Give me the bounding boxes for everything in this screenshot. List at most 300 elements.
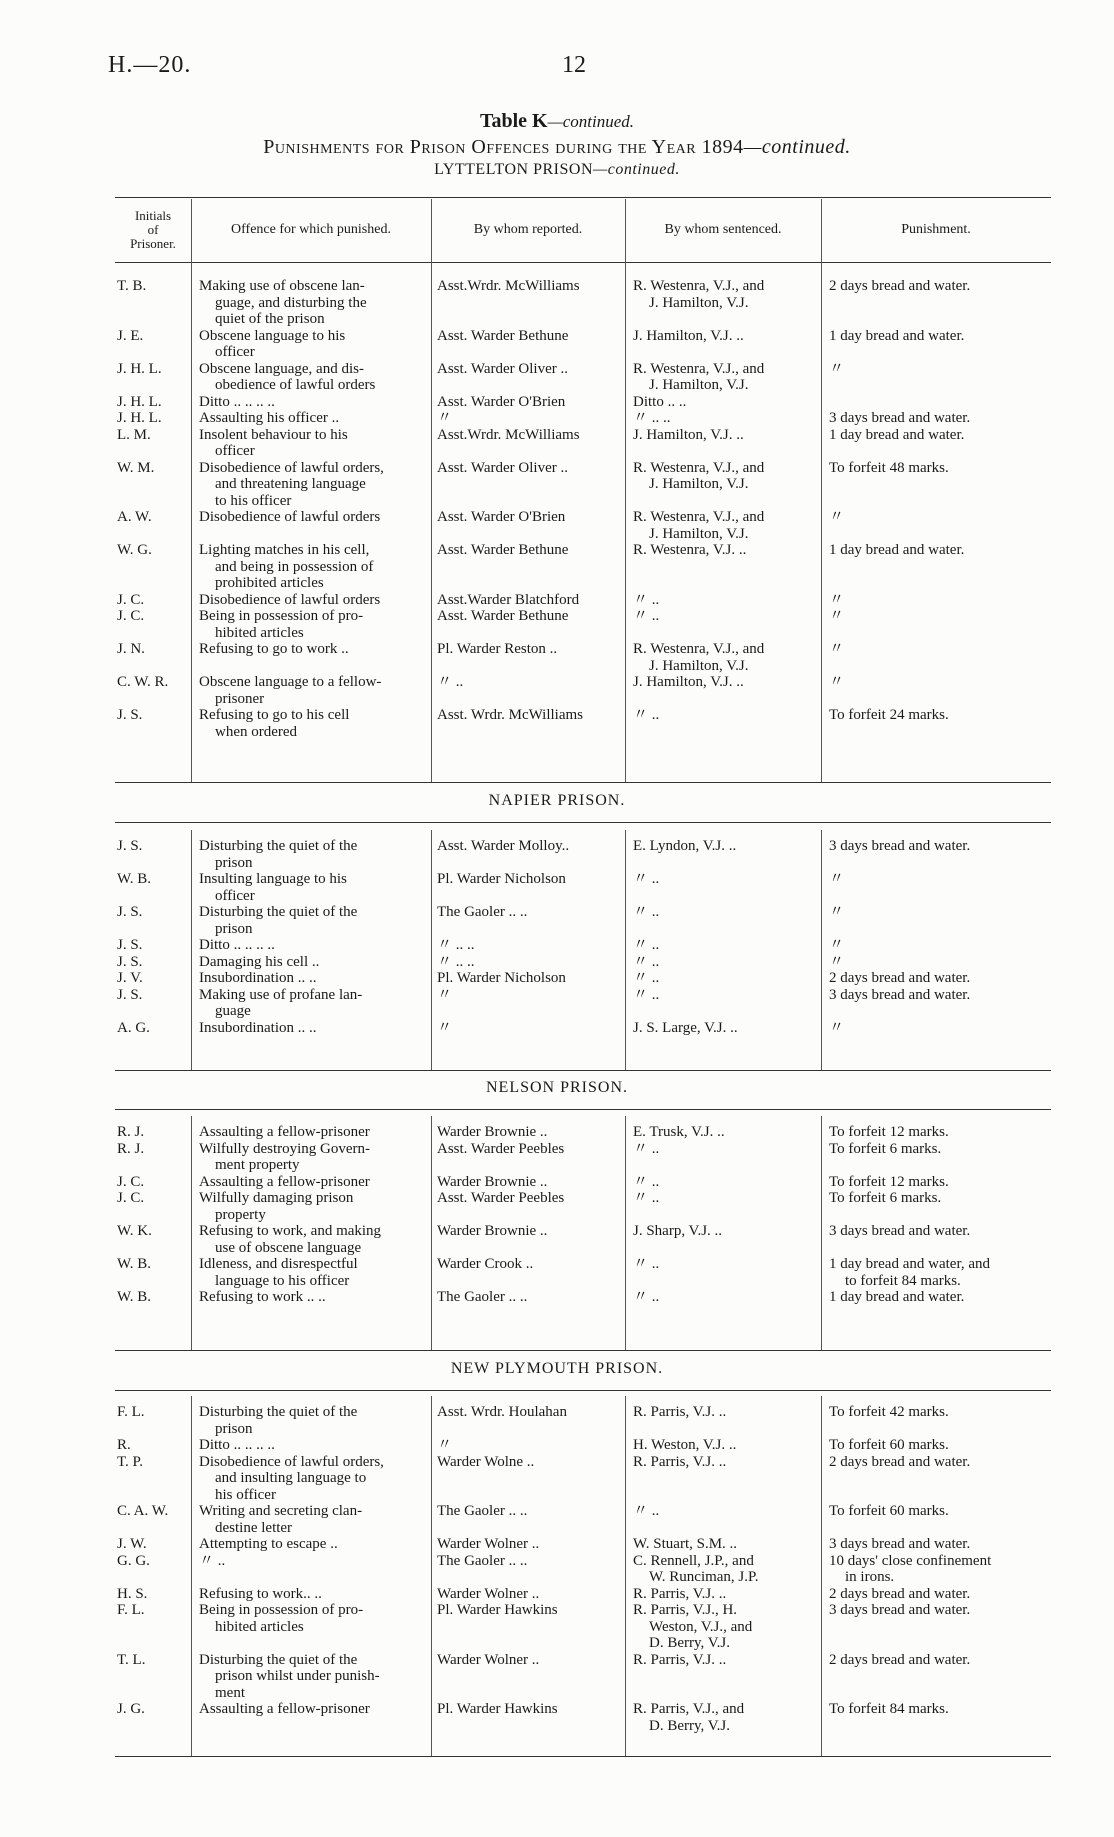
- cell-line: 3 days bread and water.: [829, 1223, 971, 1239]
- cell-line: J. Hamilton, V.J.: [649, 476, 749, 492]
- cell-line: 〃: [829, 674, 845, 690]
- cell-line: prisoner: [215, 690, 265, 707]
- punishment-cell: [821, 871, 1051, 904]
- reported-by-cell: [431, 460, 625, 510]
- punishment-cell: [821, 970, 1051, 987]
- cell-line: H. Weston, V.J. ..: [633, 1437, 737, 1453]
- offence-cell: [191, 1174, 431, 1191]
- cell-line: ment: [215, 1684, 245, 1701]
- cell-line: 〃: [437, 1019, 453, 1036]
- initials-cell: [115, 394, 191, 411]
- initials-cell: [115, 1503, 191, 1536]
- initials-cell: [115, 707, 191, 740]
- cell-line: obedience of lawful orders: [215, 377, 376, 393]
- punishment-cell: [821, 954, 1051, 971]
- cell-line: Insulting language to his: [199, 871, 347, 887]
- cell-line: J. Sharp, V.J. ..: [633, 1223, 723, 1239]
- cell-line: J. Hamilton, V.J. ..: [633, 426, 744, 443]
- cell-line: Assaulting a fellow-prisoner: [199, 1173, 370, 1190]
- sentenced-by-cell: [625, 987, 821, 1020]
- cell-line: to forfeit 84 marks.: [845, 1272, 961, 1289]
- section-title: NAPIER PRISON.: [488, 792, 626, 809]
- punishment-cell: [821, 278, 1051, 328]
- offence-cell: [191, 1553, 431, 1586]
- sentenced-by-cell: [625, 871, 821, 904]
- cell-line: guage, and disturbing the: [215, 294, 367, 311]
- column-divider: [625, 199, 626, 782]
- initials-cell: [115, 361, 191, 394]
- table-row: [115, 674, 1051, 707]
- punishment-cell: [821, 1256, 1051, 1289]
- cell-line: Disobedience of lawful orders,: [199, 459, 384, 476]
- sentenced-by-cell: [625, 1141, 821, 1174]
- table-row: [115, 509, 1051, 542]
- reported-by-cell: [431, 1289, 625, 1306]
- column-divider: [431, 199, 432, 782]
- cell-line: R. Westenra, V.J. ..: [633, 542, 747, 558]
- section-bottom-rule: [115, 1070, 1051, 1071]
- initials-cell: [115, 1536, 191, 1553]
- cell-line: J. S.: [117, 937, 143, 953]
- offence-cell: [191, 1652, 431, 1702]
- cell-line: 〃 ..: [633, 1173, 660, 1190]
- cell-line: quiet of the prison: [215, 311, 325, 327]
- cell-line: J. Hamilton, V.J. ..: [633, 327, 744, 344]
- offence-cell: [191, 278, 431, 328]
- offence-cell: [191, 542, 431, 592]
- prison-name: LYTTELTON PRISON: [434, 161, 594, 178]
- cell-line: J. V.: [117, 970, 143, 986]
- reported-by-cell: [431, 641, 625, 674]
- cell-line: J. S. Large, V.J. ..: [633, 1019, 738, 1036]
- sentenced-by-cell: [625, 937, 821, 954]
- offence-cell: [191, 838, 431, 871]
- cell-line: Wilfully destroying Govern-: [199, 1140, 371, 1157]
- table-row: [115, 954, 1051, 971]
- section-rule: [115, 1390, 1051, 1391]
- reported-by-cell: [431, 1701, 625, 1734]
- punishment-cell: [821, 937, 1051, 954]
- section-rows: [115, 278, 1051, 740]
- offence-cell: [191, 608, 431, 641]
- cell-line: 〃 ..: [633, 953, 660, 970]
- punishment-cell: [821, 592, 1051, 609]
- cell-line: Warder Brownie ..: [437, 1124, 548, 1140]
- initials-cell: [115, 1124, 191, 1141]
- col-reported: By whom reported.: [473, 222, 583, 237]
- sentenced-by-cell: [625, 954, 821, 971]
- offence-cell: [191, 1586, 431, 1603]
- offence-cell: [191, 1124, 431, 1141]
- cell-line: W. G.: [117, 542, 152, 558]
- sentenced-by-cell: [625, 1404, 821, 1437]
- column-divider: [191, 830, 192, 1070]
- sentenced-by-cell: [625, 1454, 821, 1504]
- offence-cell: [191, 427, 431, 460]
- col-punishment: Punishment.: [901, 222, 971, 237]
- cell-line: The Gaoler .. ..: [437, 1289, 528, 1305]
- sentenced-by-cell: [625, 1124, 821, 1141]
- cell-line: W. B.: [117, 871, 152, 887]
- col-sentenced: By whom sentenced.: [664, 222, 782, 237]
- section-title: NEW PLYMOUTH PRISON.: [450, 1360, 664, 1377]
- cell-line: J. W.: [117, 1536, 147, 1552]
- cell-line: Pl. Warder Hawkins: [437, 1701, 558, 1717]
- table-row: [115, 1404, 1051, 1437]
- table-name: Table K: [479, 110, 548, 132]
- sentenced-by-cell: [625, 1536, 821, 1553]
- offence-cell: [191, 1503, 431, 1536]
- table-row: [115, 1437, 1051, 1454]
- cell-line: Warder Wolne ..: [437, 1453, 535, 1470]
- col-initials: [115, 199, 191, 261]
- sentenced-by-cell: [625, 904, 821, 937]
- header-top-rule: [115, 197, 1051, 198]
- cell-line: 3 days bread and water.: [829, 1602, 971, 1618]
- reported-by-cell: [431, 410, 625, 427]
- offence-cell: [191, 1536, 431, 1553]
- cell-line: use of obscene language: [215, 1239, 362, 1256]
- cell-line: 〃 ..: [199, 1552, 226, 1569]
- sentenced-by-cell: [625, 1586, 821, 1603]
- initials-cell: [115, 1174, 191, 1191]
- sentenced-by-cell: [625, 410, 821, 427]
- cell-line: Disobedience of lawful orders: [199, 591, 381, 608]
- reported-by-cell: [431, 1020, 625, 1037]
- cell-line: 〃 ..: [633, 1256, 660, 1272]
- cell-line: Obscene language, and dis-: [199, 360, 364, 377]
- reported-by-cell: [431, 1124, 625, 1141]
- cell-line: To forfeit 24 marks.: [829, 707, 949, 723]
- table-row: [115, 987, 1051, 1020]
- cell-line: Refusing to go to his cell: [199, 707, 350, 723]
- cell-line: Asst. Warder Bethune: [437, 542, 569, 558]
- column-divider: [625, 830, 626, 1070]
- cell-line: 〃 ..: [633, 871, 660, 887]
- cell-line: To forfeit 60 marks.: [829, 1503, 949, 1519]
- reported-by-cell: [431, 1602, 625, 1652]
- table-row: [115, 1020, 1051, 1037]
- cell-line: and threatening language: [215, 476, 366, 492]
- offence-cell: [191, 1602, 431, 1652]
- punishment-cell: [821, 1289, 1051, 1306]
- column-divider: [821, 199, 822, 782]
- initials-cell: [115, 278, 191, 328]
- cell-line: J. E.: [117, 327, 144, 344]
- punishment-cell: [821, 674, 1051, 707]
- sentenced-by-cell: [625, 509, 821, 542]
- cell-line: D. Berry, V.J.: [649, 1717, 730, 1734]
- cell-line: J. C.: [117, 591, 145, 608]
- punishment-cell: [821, 427, 1051, 460]
- cell-line: Ditto .. .. .. ..: [199, 393, 275, 410]
- sentenced-by-cell: [625, 707, 821, 740]
- table-subtitle: [0, 136, 1114, 159]
- reported-by-cell: [431, 1404, 625, 1437]
- cell-line: Wilfully damaging prison: [199, 1190, 354, 1206]
- table-row: [115, 1256, 1051, 1289]
- document-reference: H.—20.: [108, 52, 192, 78]
- initials-cell: [115, 1553, 191, 1586]
- punishment-cell: [821, 1652, 1051, 1702]
- section-bottom-rule: [115, 1756, 1051, 1757]
- table-row: [115, 904, 1051, 937]
- reported-by-cell: [431, 1256, 625, 1289]
- offence-cell: [191, 987, 431, 1020]
- col-offence: Offence for which punished.: [231, 222, 391, 237]
- cell-line: W. Runciman, J.P.: [649, 1569, 759, 1585]
- cell-line: 〃: [437, 986, 453, 1003]
- column-headers: [115, 199, 1051, 261]
- sentenced-by-cell: [625, 1437, 821, 1454]
- reported-by-cell: [431, 1437, 625, 1454]
- cell-line: 1 day bread and water.: [829, 542, 965, 558]
- cell-line: Pl. Warder Hawkins: [437, 1602, 558, 1618]
- cell-line: To forfeit 6 marks.: [829, 1190, 942, 1206]
- cell-line: J. S.: [117, 838, 143, 854]
- cell-line: 1 day bread and water, and: [829, 1256, 990, 1272]
- cell-line: To forfeit 12 marks.: [829, 1124, 949, 1140]
- initials-cell: [115, 1454, 191, 1504]
- initials-cell: [115, 1190, 191, 1223]
- punishment-cell: [821, 1124, 1051, 1141]
- cell-line: 〃: [829, 1019, 845, 1036]
- cell-line: A. W.: [117, 509, 152, 525]
- table-row: [115, 1701, 1051, 1734]
- column-divider: [625, 1116, 626, 1350]
- table-row: [115, 361, 1051, 394]
- cell-line: 〃: [437, 1437, 453, 1453]
- cell-line: officer: [215, 443, 255, 459]
- initials-cell: [115, 1652, 191, 1702]
- reported-by-cell: [431, 1536, 625, 1553]
- reported-by-cell: [431, 1586, 625, 1603]
- cell-line: 〃 ..: [633, 937, 660, 953]
- cell-line: Insubordination .. ..: [199, 970, 317, 986]
- offence-cell: [191, 1141, 431, 1174]
- sentenced-by-cell: [625, 970, 821, 987]
- offence-cell: [191, 707, 431, 740]
- cell-line: R. Westenra, V.J., and: [633, 509, 765, 525]
- offence-cell: [191, 1190, 431, 1223]
- cell-line: J. Hamilton, V.J.: [649, 525, 749, 542]
- punishment-cell: [821, 987, 1051, 1020]
- cell-line: language to his officer: [215, 1272, 350, 1289]
- cell-line: J. N.: [117, 641, 145, 657]
- reported-by-cell: [431, 838, 625, 871]
- initials-cell: [115, 1223, 191, 1256]
- cell-line: To forfeit 6 marks.: [829, 1140, 942, 1157]
- cell-line: Asst. Warder Bethune: [437, 608, 569, 624]
- table-row: [115, 460, 1051, 510]
- offence-cell: [191, 871, 431, 904]
- sentenced-by-cell: [625, 1701, 821, 1734]
- cell-line: his officer: [215, 1486, 276, 1503]
- cell-line: prison: [215, 1420, 253, 1437]
- reported-by-cell: [431, 592, 625, 609]
- sentenced-by-cell: [625, 361, 821, 394]
- initials-cell: [115, 542, 191, 592]
- cell-line: H. S.: [117, 1585, 148, 1602]
- reported-by-cell: [431, 937, 625, 954]
- column-divider: [431, 1396, 432, 1756]
- punishment-cell: [821, 1503, 1051, 1536]
- sentenced-by-cell: [625, 1652, 821, 1702]
- cell-line: J. S.: [117, 707, 143, 723]
- initials-cell: [115, 904, 191, 937]
- cell-line: J. C.: [117, 1190, 145, 1206]
- offence-cell: [191, 509, 431, 542]
- initials-cell: [115, 1404, 191, 1437]
- cell-line: 〃: [829, 591, 845, 608]
- initials-cell: [115, 674, 191, 707]
- cell-line: J. H. L.: [117, 410, 162, 426]
- cell-line: R. J.: [117, 1140, 145, 1157]
- cell-line: 〃 ..: [633, 591, 660, 608]
- table-row: [115, 394, 1051, 411]
- cell-line: G. G.: [117, 1552, 150, 1569]
- section-bottom-rule: [115, 1350, 1051, 1351]
- cell-line: R. Westenra, V.J., and: [633, 278, 765, 294]
- cell-line: 3 days bread and water.: [829, 986, 971, 1003]
- page-number: 12: [562, 52, 586, 78]
- sentenced-by-cell: [625, 328, 821, 361]
- cell-line: when ordered: [215, 723, 298, 740]
- punishment-cell: [821, 1223, 1051, 1256]
- offence-cell: [191, 1223, 431, 1256]
- table-row: [115, 838, 1051, 871]
- table-row: [115, 1586, 1051, 1603]
- cell-line: 〃 ..: [633, 904, 660, 920]
- table-row: [115, 1174, 1051, 1191]
- cell-line: Warder Wolner ..: [437, 1651, 540, 1668]
- cell-line: R. Parris, V.J. ..: [633, 1453, 727, 1470]
- offence-cell: [191, 674, 431, 707]
- cell-line: E. Lyndon, V.J. ..: [633, 838, 737, 854]
- cell-line: T. L.: [117, 1651, 146, 1668]
- sentenced-by-cell: [625, 1602, 821, 1652]
- reported-by-cell: [431, 542, 625, 592]
- sentenced-by-cell: [625, 542, 821, 592]
- table-row: [115, 1190, 1051, 1223]
- cell-line: W. Stuart, S.M. ..: [633, 1536, 738, 1552]
- cell-line: J. C.: [117, 1173, 145, 1190]
- initials-cell: [115, 410, 191, 427]
- cell-line: To forfeit 12 marks.: [829, 1173, 949, 1190]
- table-title: [0, 110, 1114, 133]
- initials-cell: [115, 608, 191, 641]
- table-row: [115, 410, 1051, 427]
- sentenced-by-cell: [625, 394, 821, 411]
- reported-by-cell: [431, 674, 625, 707]
- cell-line: Warder Wolner ..: [437, 1536, 540, 1552]
- cell-line: 2 days bread and water.: [829, 970, 971, 986]
- cell-line: Assaulting his officer ..: [199, 410, 340, 426]
- cell-line: prison: [215, 854, 253, 871]
- table-row: [115, 542, 1051, 592]
- punishment-cell: [821, 361, 1051, 394]
- cell-line: 10 days' close confinement: [829, 1552, 992, 1569]
- initials-cell: [115, 1602, 191, 1652]
- cell-line: prohibited articles: [215, 575, 324, 591]
- sentenced-by-cell: [625, 592, 821, 609]
- cell-line: officer: [215, 344, 255, 360]
- cell-line: destine letter: [215, 1519, 293, 1536]
- punishment-cell: [821, 410, 1051, 427]
- cell-line: Ditto .. .. .. ..: [199, 1437, 275, 1453]
- cell-line: 〃 ..: [633, 986, 660, 1003]
- column-divider: [821, 1396, 822, 1756]
- cell-line: J. S.: [117, 904, 143, 920]
- sentenced-by-cell: [625, 1190, 821, 1223]
- prison-continued: —continued.: [593, 161, 680, 178]
- initials-cell: [115, 1141, 191, 1174]
- cell-line: R. Parris, V.J. ..: [633, 1585, 727, 1602]
- cell-line: T. P.: [117, 1453, 143, 1470]
- table-row: [115, 1223, 1051, 1256]
- cell-line: prison: [215, 920, 253, 937]
- cell-line: 1 day bread and water.: [829, 426, 965, 443]
- reported-by-cell: [431, 394, 625, 411]
- cell-line: R. Westenra, V.J., and: [633, 459, 765, 476]
- cell-line: Asst. Wrdr. McWilliams: [437, 707, 584, 723]
- reported-by-cell: [431, 970, 625, 987]
- cell-line: Asst.Warder Blatchford: [437, 591, 580, 608]
- table-row: [115, 1602, 1051, 1652]
- prison-heading: [0, 161, 1114, 179]
- table-row: [115, 641, 1051, 674]
- cell-line: 〃 ..: [633, 1140, 660, 1157]
- cell-line: J. H. L.: [117, 360, 162, 377]
- cell-line: Asst. Warder Oliver ..: [437, 459, 568, 476]
- cell-line: 〃: [829, 953, 845, 970]
- punishment-cell: [821, 1174, 1051, 1191]
- sentenced-by-cell: [625, 641, 821, 674]
- cell-line: 〃 .. ..: [437, 937, 475, 953]
- table-row: [115, 592, 1051, 609]
- cell-line: Disturbing the quiet of the: [199, 838, 358, 854]
- table-row: [115, 1536, 1051, 1553]
- cell-line: Asst.Wrdr. McWilliams: [437, 426, 580, 443]
- cell-line: W. B.: [117, 1289, 152, 1305]
- column-divider: [821, 830, 822, 1070]
- initials-cell: [115, 1437, 191, 1454]
- cell-line: Weston, V.J., and: [649, 1618, 753, 1635]
- cell-line: A. G.: [117, 1019, 150, 1036]
- offence-cell: [191, 1437, 431, 1454]
- section-rows: [115, 1124, 1051, 1306]
- cell-line: Pl. Warder Nicholson: [437, 871, 566, 887]
- cell-line: W. M.: [117, 459, 155, 476]
- col-initials-line: Initials: [134, 208, 172, 223]
- cell-line: Insubordination .. ..: [199, 1019, 317, 1036]
- punishment-cell: [821, 328, 1051, 361]
- cell-line: 2 days bread and water.: [829, 1585, 971, 1602]
- table-row: [115, 1141, 1051, 1174]
- initials-cell: [115, 1701, 191, 1734]
- cell-line: prison whilst under punish-: [215, 1668, 380, 1684]
- reported-by-cell: [431, 954, 625, 971]
- column-divider: [431, 830, 432, 1070]
- table-row: [115, 1289, 1051, 1306]
- cell-line: 〃: [829, 937, 845, 953]
- punishment-cell: [821, 460, 1051, 510]
- punishment-cell: [821, 1020, 1051, 1037]
- table-row: [115, 871, 1051, 904]
- sentenced-by-cell: [625, 1174, 821, 1191]
- punishment-cell: [821, 904, 1051, 937]
- sentenced-by-cell: [625, 1223, 821, 1256]
